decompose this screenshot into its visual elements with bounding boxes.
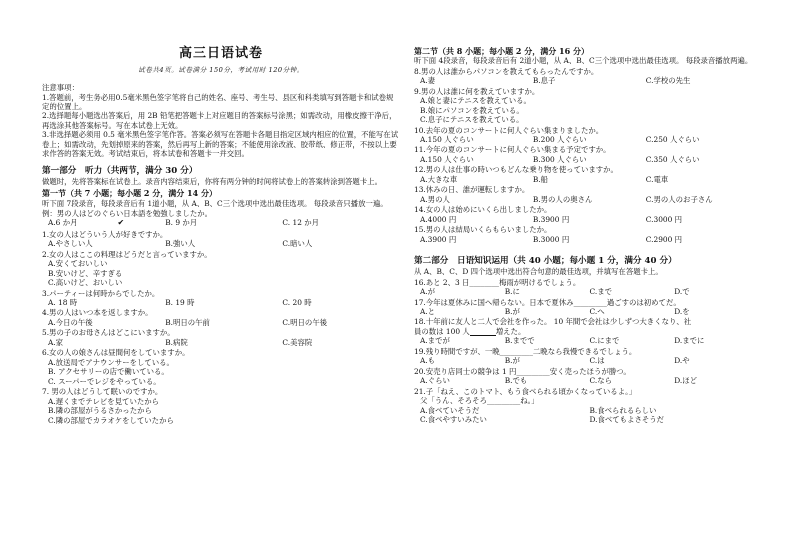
option-b: B.でも — [504, 376, 528, 386]
question-10-options — [414, 135, 759, 144]
question-7: 7. 男の人はどうして眠いのですか。 — [42, 387, 163, 397]
question-13: 13.休みの日、誰が運転しますか。 — [414, 185, 530, 195]
option-a: A.食べていそうだ — [420, 405, 480, 415]
question-21-line1: 21.子「ねえ、このトマト、もう食べられる頃かくなっているよ。」 — [414, 386, 637, 396]
question-14: 14.女の人は始めにいくら出しましたか。 — [414, 205, 552, 215]
option-c: C.息子にテニスを教えている。 — [420, 115, 524, 125]
option-a: A.放送局でアナウンサーをしている。 — [48, 357, 174, 367]
option-c: C.男の人のお子さん — [645, 194, 713, 204]
option-c: C.250 人ぐらい — [645, 134, 700, 144]
question-18-line1: 18.十年前に友人と二人で会社を作った。 10 年間で会社は少しずつ大きくなり、社 — [414, 317, 692, 327]
section1-intro: 听下面 7段录音，每段录音后有 1道小题，从 A、B、C三个选项中选出最佳选项。 每段录音只播放一遍。 — [42, 198, 388, 208]
option-b: B.食べられるらしい — [589, 405, 657, 415]
question-17: 17.今年は夏休みに国へ帰らない。日本で夏休み_________過ごすのは初めてだ。 — [414, 297, 681, 307]
option-b: B.が — [504, 356, 520, 366]
option-b: B.に — [504, 287, 520, 297]
question-6: 6.女の人の娘さんは昼間何をしていますか。 — [42, 348, 190, 358]
option-c: C.隣の部屋でカラオケをしていたから — [48, 415, 174, 425]
option-d: D.ほど — [674, 376, 698, 386]
option-b: B.船 — [532, 174, 549, 184]
question-8-options — [414, 76, 759, 85]
option-c: C.なら — [589, 376, 613, 386]
example-option-c: C. 12 か月 — [282, 218, 320, 228]
option-c: C.にまで — [589, 336, 620, 346]
question-17-options — [414, 307, 759, 316]
question-4-options — [42, 318, 400, 327]
question-4: 4.男の人はいつ本を返しますか。 — [42, 308, 153, 318]
question-16-options — [414, 287, 759, 296]
option-c: C.暗い人 — [282, 239, 313, 249]
option-a: A.と — [420, 307, 436, 317]
question-10: 10.去年の夏のコンサートに何人ぐらい集まりましたか。 — [414, 125, 604, 135]
question-8: 8.男の人は誰からパソコンを教えてもらったんですか。 — [414, 66, 599, 76]
option-c: C.まで — [589, 287, 613, 297]
notice-2: 2.选择题每小题选出答案后，用 2B 铅笔把答题卡上对应题目的答案标号涂黑；如需改动，用橡皮擦干净后，再选涂其他答案标号。写在本试卷上无效。 — [42, 111, 397, 130]
option-a: A.ぐらい — [420, 376, 450, 386]
option-b: B.200 人ぐらい — [532, 134, 587, 144]
option-a: A.男の人 — [420, 194, 450, 204]
question-12: 12.男の人は仕事の時いつもどんな乗り物を使っていますか。 — [414, 165, 618, 175]
question-18-line2: 員の数は 100 人 増えた。 — [414, 326, 526, 336]
option-a: A.やさしい人 — [48, 239, 93, 249]
example-question: 例：男の人はどのぐらい日本語を勉強しましたか。 — [42, 208, 212, 218]
option-c: C.350 人ぐらい — [645, 154, 700, 164]
question-11-options — [414, 155, 759, 164]
option-c: C. 20 時 — [282, 297, 312, 307]
option-a: A.妻 — [420, 76, 436, 86]
option-d: D.や — [674, 356, 690, 366]
example-option-b: B. 9 か月 — [165, 218, 198, 228]
option-b: B.男の人の奥さん — [532, 194, 593, 204]
question-5: 5.男の子のお母さんはどこにいますか。 — [42, 328, 175, 338]
option-a: A.安くておいしい — [48, 259, 108, 269]
question-13-options — [414, 195, 759, 204]
option-d: D.で — [674, 287, 690, 297]
question-5-options — [42, 338, 400, 347]
section2-heading: 第二节（共 8 小题；每小题 2 分，满分 16 分） — [414, 46, 589, 56]
checkmark-icon: ✔ — [117, 218, 125, 228]
option-a: A.遅くまでテレビを見ていたから — [48, 396, 160, 406]
right-column — [414, 44, 759, 425]
option-c: C.食べやすいみたい — [420, 415, 487, 425]
question-19: 19.残り時間ですが、一晩_________二晩なら我慢できるでしょう。 — [414, 346, 637, 356]
question-3-options — [42, 298, 400, 307]
question-1: 1.女の人はどういう人が好きですか。 — [42, 229, 168, 239]
question-14-options — [414, 215, 759, 224]
question-2: 2.女の人はここの料理はどうだと言っていますか。 — [42, 249, 212, 259]
option-b: B.娘にパソコンを教えている。 — [420, 105, 524, 115]
option-c: C.は — [589, 356, 605, 366]
part1-heading: 第一部分 听力（共两节，满分 30 分） — [42, 165, 198, 176]
example-option-a: A.6 か月 ✔ — [48, 218, 125, 228]
question-16: 16.あと 2、3 日________梅雨が明けるでしょう。 — [414, 277, 581, 287]
option-b: B.3000 円 — [532, 234, 570, 244]
option-a: A.4000 円 — [420, 214, 457, 224]
option-c: C.電車 — [645, 174, 669, 184]
option-c: C.学校の先生 — [645, 76, 691, 86]
section1-heading: 第一节（共 7 小题；每小题 2 分，满分 14 分） — [42, 188, 217, 199]
option-a: A.3900 円 — [420, 234, 457, 244]
option-a: A.大きな車 — [420, 174, 458, 184]
option-b: B.が — [504, 307, 520, 317]
notice-title: 注意事项： — [42, 83, 79, 93]
option-a: A.も — [420, 356, 436, 366]
question-19-options — [414, 356, 759, 365]
option-c: C.明日の午後 — [282, 317, 328, 327]
part2-intro: 从 A、B、C、D 四个选项中选出符合句意的最佳选项，并填写在答题卡上。 — [414, 267, 663, 277]
option-c: C.3000 円 — [645, 214, 683, 224]
question-15-options — [414, 235, 759, 244]
section2-intro: 听下面 4段录音，每段录音后有 2道小题，从 A、B、C三个选项中选出最佳选项。 每段录音播放两遍。 — [414, 56, 753, 66]
notice-3: 3.非选择题必须用 0.5 毫米黑色签字笔作答。答案必须写在答题卡各题目指定区域内相应的位置，不能写在试卷上；如需改动，先划掉原来的答案，然后再写上新的答案；不能使用涂改液、胶带纸、修正带，不按以上要求作答的答案无效。考试结束后，将本试卷和答题卡一并交回。 — [42, 130, 399, 159]
option-c: C.2900 円 — [645, 234, 683, 244]
option-b: B. アクセサリーの店で働いている。 — [48, 367, 169, 377]
question-18-options — [414, 336, 759, 345]
option-b: B. 19 時 — [165, 297, 195, 307]
option-b: B.3900 円 — [532, 214, 570, 224]
exam-subtitle: 试卷共4页。试卷满分 150分，考试用时 120分钟。 — [138, 65, 304, 74]
part2-heading: 第二部分 日语知识运用（共 40 小题；每小题 1 分，满分 40 分） — [414, 256, 677, 267]
option-a: A.までが — [420, 336, 450, 346]
option-b: B.までで — [504, 336, 535, 346]
question-11: 11.今年の夏のコンサートに何人ぐらい集まる予定ですか。 — [414, 145, 611, 155]
question-21-options-ab — [414, 406, 759, 415]
option-a: A.150 人ぐらい — [420, 154, 474, 164]
option-c: C. スーパーでレジをやっている。 — [48, 376, 161, 386]
question-12-options — [414, 175, 759, 184]
question-21-options-cd — [414, 415, 759, 424]
notice-1: 1.答题前，考生务必用0.5毫米黑色签字笔将自己的姓名、座号、考生号、县区和科类填写到答题卡和试卷规定的位置上。 — [42, 92, 394, 111]
option-a: A.が — [420, 287, 436, 297]
exam-title: 高三日语试卷 — [178, 46, 263, 61]
option-a: A.家 — [48, 337, 64, 347]
question-1-options — [42, 239, 400, 248]
option-b: B.明日の午前 — [165, 317, 210, 327]
option-c: C.美容院 — [282, 337, 313, 347]
question-21-line2: 父「うん、そろそろ_________ね。」 — [420, 396, 539, 406]
option-a: A.150 人ぐらい — [420, 134, 474, 144]
option-b: B.安いけど、辛すぎる — [48, 268, 123, 278]
question-15: 15.男の人は結局いくらもらいましたか。 — [414, 225, 552, 235]
option-d: D.食べてもよさそうだ — [589, 415, 665, 425]
option-d: D.までに — [674, 336, 705, 346]
question-3: 3.パーティーは何時からでしたか。 — [42, 288, 160, 298]
question-9: 9.男の人は誰に何を教えていますか。 — [414, 86, 540, 96]
left-column — [42, 0, 400, 425]
question-20: 20.安売り店同士の競争は 1 円_________安く売ったほうが勝つ。 — [414, 366, 631, 376]
example-options — [42, 218, 400, 228]
answer-blank — [470, 328, 496, 336]
option-b: B.強い人 — [165, 239, 196, 249]
option-b: B.息子 — [532, 76, 556, 86]
option-a: A.娘と妻にテニスを教えている。 — [420, 96, 531, 106]
question-20-options — [414, 376, 759, 385]
option-a: A.今日の午後 — [48, 317, 93, 327]
option-c: C.へ — [589, 307, 605, 317]
option-d: D.を — [674, 307, 690, 317]
option-b: B.病院 — [165, 337, 188, 347]
option-a: A. 18 時 — [48, 297, 78, 307]
option-b: B.300 人ぐらい — [532, 154, 587, 164]
option-c: C.高いけど、おいしい — [48, 278, 123, 288]
part1-intro: 做题时，先将答案标在试卷上。录音内容结束后，你将有两分钟的时间将试卷上的答案转涂到答题卡上。 — [42, 176, 382, 186]
option-b: B.隣の部屋がうるさかったから — [48, 406, 152, 416]
